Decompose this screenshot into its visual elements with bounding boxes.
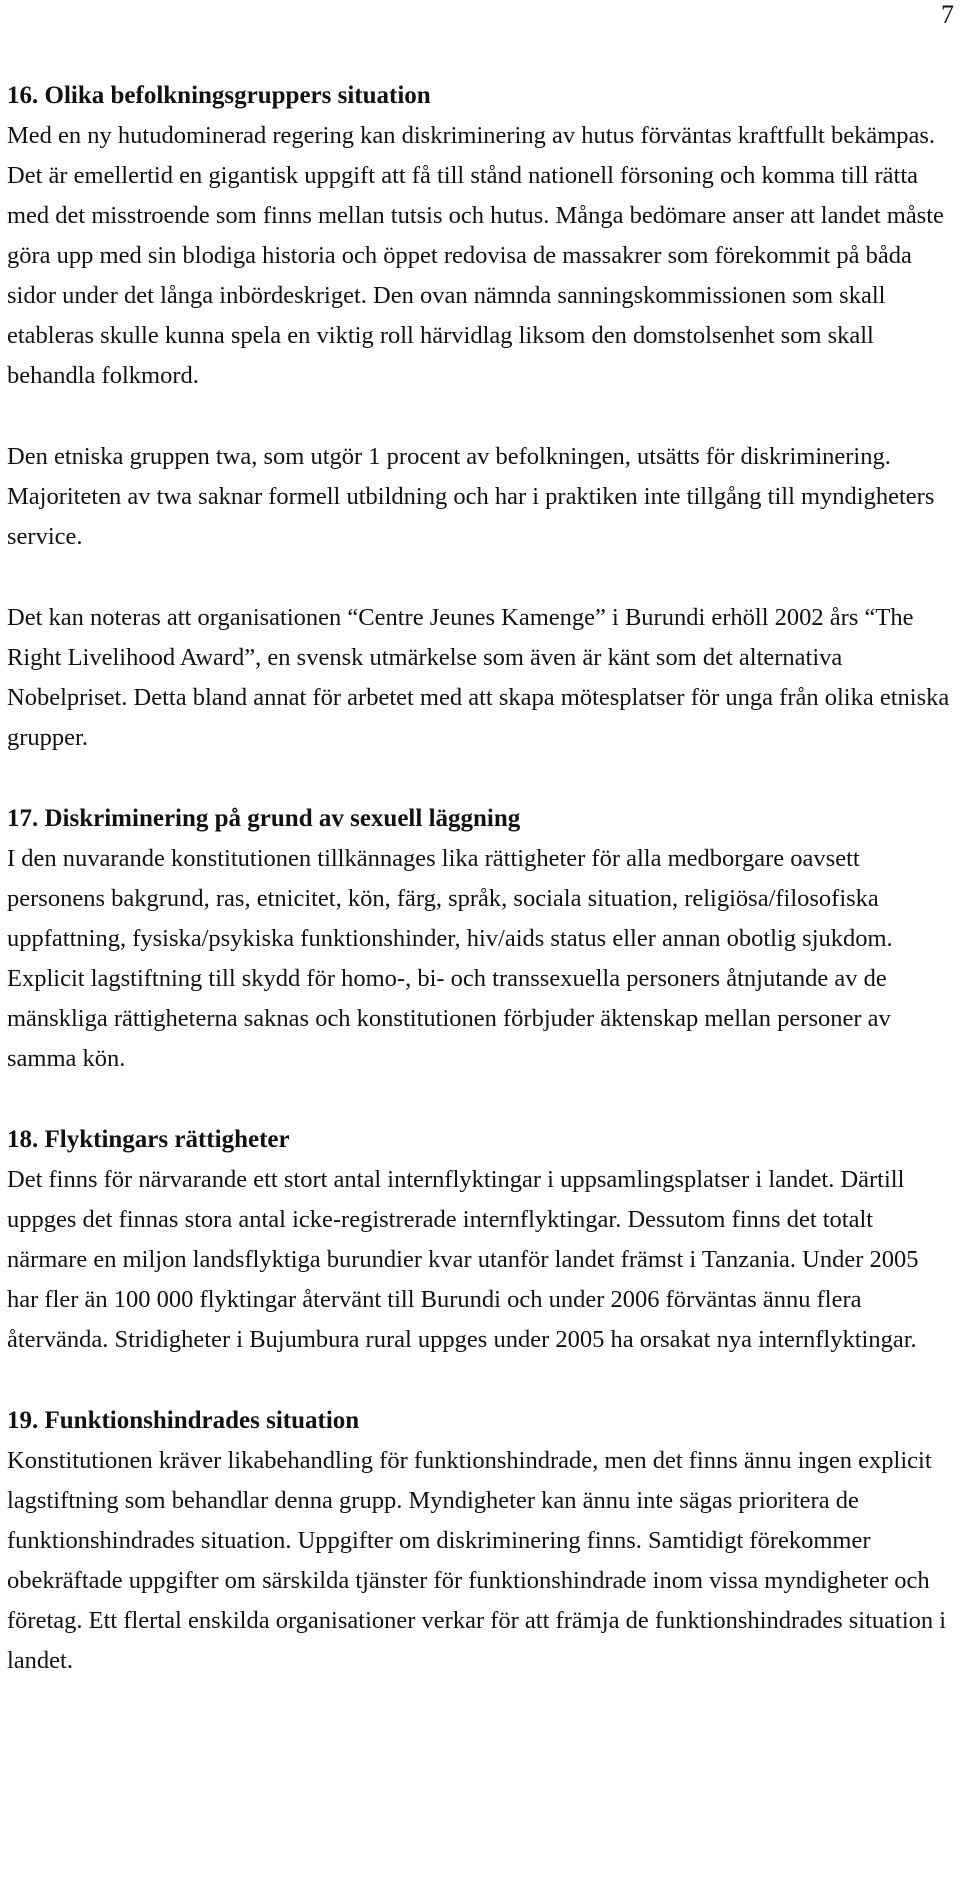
paragraph: Konstitutionen kräver likabehandling för funktionshindrade, men det finns ännu ingen explicit lagstiftning som behandlar denna grupp. Myndigheter kan ännu inte sägas prioritera de funktionshindrades situation. Uppgifter om diskriminering finns. Samtidigt förekommer obekräftade uppgifter om särskilda tjänster för funktionshindrade inom vissa myndigheter och företag. Ett flertal enskilda organisationer verkar för att främja de funktionshindrades situation i landet. [7, 1447, 947, 1674]
section-heading: 16. Olika befolkningsgruppers situation [7, 82, 431, 109]
section-gap [7, 1079, 952, 1120]
section-heading: 18. Flyktingars rättigheter [7, 1126, 290, 1153]
section-16 [7, 76, 952, 758]
paragraph: Det finns för närvarande ett stort antal internflyktingar i uppsamlingsplatser i landet. Därtill uppges det finnas stora antal icke-registrerade internflyktingar. Dessutom finns det totalt närmare en miljon landsflyktiga burundier kvar utanför landet främst i Tanzania. Under 2005 har fler än 100 000 flyktingar återvänt till Burundi och under 2006 förväntas ännu flera återvända. Stridigheter i Bujumbura rural uppges under 2005 ha orsakat nya internflyktingar. [7, 1166, 919, 1353]
paragraph: Det kan noteras att organisationen “Centre Jeunes Kamenge” i Burundi erhöll 2002 års “The Right Livelihood Award”, en svensk utmärkelse som även är känt som det alternativa Nobelpriset. Detta bland annat för arbetet med att skapa mötesplatser för unga från olika etniska grupper. [7, 604, 950, 751]
section-heading: 19. Funktionshindrades situation [7, 1407, 360, 1434]
paragraph-gap [7, 557, 952, 598]
paragraph: I den nuvarande konstitutionen tillkännages lika rättigheter för alla medborgare oavsett personens bakgrund, ras, etnicitet, kön, färg, språk, sociala situation, religiösa/filosofiska uppfattning, fysiska/psykiska funktionshinder, hiv/aids status eller annan obotlig sjukdom. Explicit lagstiftning till skydd för homo-, bi- och transsexuella personers åtnjutande av de mänskliga rättigheterna saknas och konstitutionen förbjuder äktenskap mellan personer av samma kön. [7, 845, 893, 1072]
page-number: 7 [941, 0, 954, 29]
section-heading: 17. Diskriminering på grund av sexuell läggning [7, 805, 521, 832]
section-18 [7, 1120, 952, 1360]
document-body [7, 76, 952, 1681]
section-19 [7, 1401, 952, 1681]
paragraph: Den etniska gruppen twa, som utgör 1 procent av befolkningen, utsätts för diskriminering. Majoriteten av twa saknar formell utbildning och har i praktiken inte tillgång till myndigheters service. [7, 443, 935, 550]
paragraph-gap [7, 396, 952, 437]
section-gap [7, 1360, 952, 1401]
paragraph: Med en ny hutudominerad regering kan diskriminering av hutus förväntas kraftfullt bekämpas. Det är emellertid en gigantisk uppgift att få till stånd nationell försoning och komma till rätta med det misstroende som finns mellan tutsis och hutus. Många bedömare anser att landet måste göra upp med sin blodiga historia och öppet redovisa de massakrer som förekommit på båda sidor under det långa inbördeskriget. Den ovan nämnda sanningskommissionen som skall etableras skulle kunna spela en viktig roll härvidlag liksom den domstolsenhet som skall behandla folkmord. [7, 122, 944, 389]
section-17 [7, 799, 952, 1079]
section-gap [7, 758, 952, 799]
